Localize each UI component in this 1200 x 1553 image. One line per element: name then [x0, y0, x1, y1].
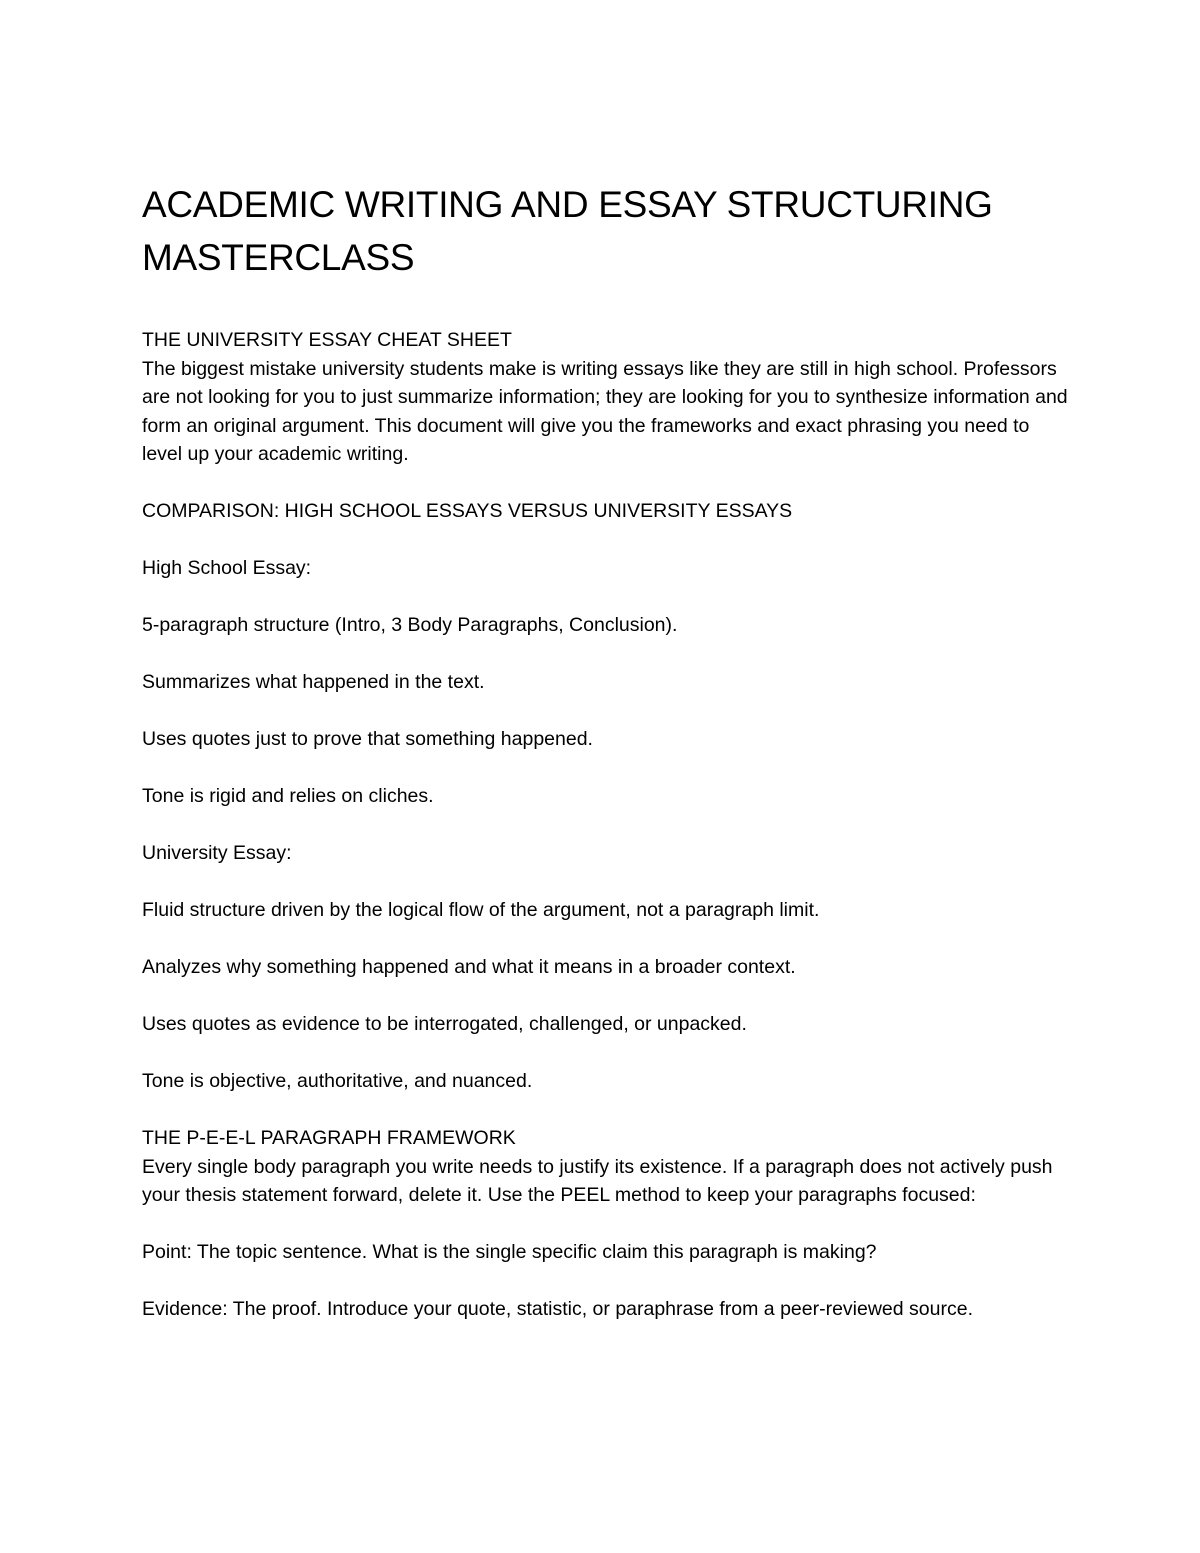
spacer — [142, 697, 1072, 726]
spacer — [142, 754, 1072, 783]
comparison-heading: COMPARISON: HIGH SCHOOL ESSAYS VERSUS UNIVERSITY ESSAYS — [142, 500, 793, 522]
high-school-label: High School Essay: — [142, 557, 312, 579]
spacer — [142, 982, 1072, 1011]
university-item: Fluid structure driven by the logical flow of the argument, not a paragraph limit. — [142, 899, 820, 921]
high-school-item: 5-paragraph structure (Intro, 3 Body Paragraphs, Conclusion). — [142, 614, 678, 636]
peel-intro: Every single body paragraph you write needs to justify its existence. If a paragraph does not actively push your thesis statement forward, delete it. Use the PEEL method to keep your paragraphs focused: — [142, 1155, 1053, 1206]
cheat-sheet-intro: The biggest mistake university students make is writing essays like they are still in high school. Professors are not looking for you to just summarize information; they are looking for you to synthesize information and form an original argument. This document will give you the frameworks and exact phrasing you need to level up your academic writing. — [142, 357, 1068, 465]
spacer — [142, 868, 1072, 897]
spacer — [142, 526, 1072, 555]
spacer — [142, 925, 1072, 954]
spacer — [142, 583, 1072, 612]
university-item: Tone is objective, authoritative, and nuanced. — [142, 1070, 533, 1092]
spacer — [142, 284, 1072, 326]
document-title: ACADEMIC WRITING AND ESSAY STRUCTURING MASTERCLASS — [142, 184, 993, 278]
high-school-item: Uses quotes just to prove that something happened. — [142, 728, 593, 750]
university-item: Analyzes why something happened and what it means in a broader context. — [142, 956, 796, 978]
spacer — [142, 811, 1072, 840]
spacer — [142, 640, 1072, 669]
peel-item-evidence: Evidence: The proof. Introduce your quote, statistic, or paraphrase from a peer-reviewed source. — [142, 1298, 973, 1320]
peel-item-point: Point: The topic sentence. What is the single specific claim this paragraph is making? — [142, 1241, 877, 1263]
spacer — [142, 469, 1072, 498]
high-school-item: Summarizes what happened in the text. — [142, 671, 485, 693]
university-item: Uses quotes as evidence to be interrogated, challenged, or unpacked. — [142, 1013, 747, 1035]
spacer — [142, 1039, 1072, 1068]
peel-heading: THE P-E-E-L PARAGRAPH FRAMEWORK — [142, 1127, 516, 1149]
spacer — [142, 1267, 1072, 1296]
cheat-sheet-heading: THE UNIVERSITY ESSAY CHEAT SHEET — [142, 329, 512, 351]
spacer — [142, 1210, 1072, 1239]
high-school-item: Tone is rigid and relies on cliches. — [142, 785, 434, 807]
spacer — [142, 1096, 1072, 1125]
document-body — [142, 178, 1072, 1324]
university-label: University Essay: — [142, 842, 292, 864]
